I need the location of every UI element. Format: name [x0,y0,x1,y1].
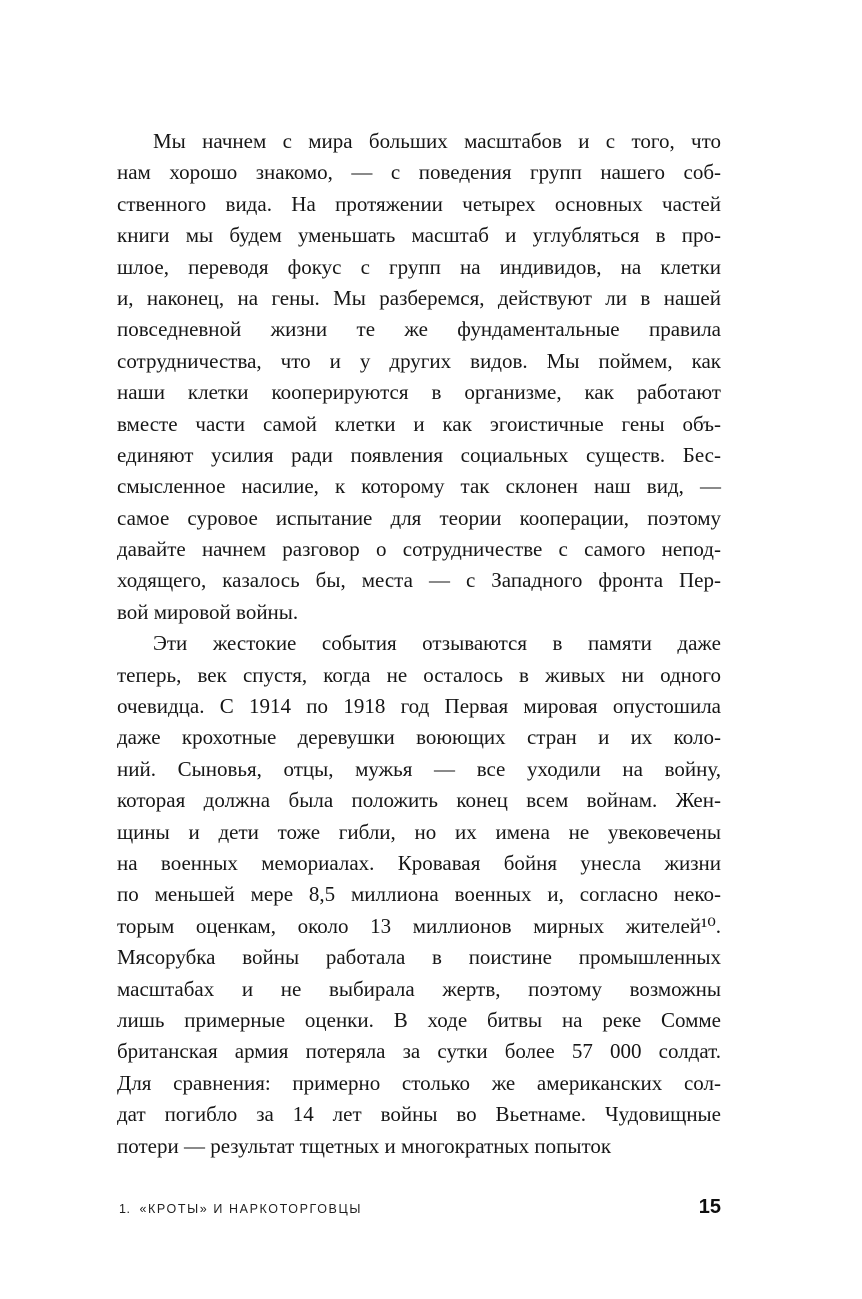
text-line: очевидца. С 1914 по 1918 год Первая мировая опустошила [117,694,721,719]
text-line: Для сравнения: примерно столько же американских сол- [117,1070,721,1095]
text-line: единяют усилия ради появления социальных существ. Бес- [117,442,721,467]
text-line: ходящего, казалось бы, места — с Западного фронта Пер- [117,568,721,593]
text-line: ственного вида. На протяжении четырех основных частей [117,191,721,216]
text-line: дат погибло за 14 лет войны во Вьетнаме. Чудовищные [117,1102,721,1127]
text-line: британская армия потеряла за сутки более 57 000 солдат. [117,1039,721,1064]
text-line: Мы начнем с мира больших масштабов и с того, что [153,129,721,153]
text-line: торым оценкам, около 13 миллионов мирных жителей¹⁰. [117,913,721,938]
chapter-number: 1. [119,1202,131,1216]
text-line: лишь примерные оценки. В ходе битвы на реке Сомме [117,1007,721,1032]
page-number: 15 [698,1196,721,1218]
chapter-title: «КРОТЫ» И НАРКОТОРГОВЦЫ [139,1202,362,1216]
paragraph [117,628,721,1162]
text-line: Эти жестокие события отзываются в памяти даже [153,631,721,656]
text-line: самое суровое испытание для теории кооперации, поэтому [117,505,721,530]
text-line: сотрудничества, что и у других видов. Мы поймем, как [117,348,721,373]
text-line: смысленное насилие, к которому так склонен наш вид, — [117,474,721,499]
text-line: вой мировой войны. [117,599,299,624]
text-line: книги мы будем уменьшать масштаб и углубляться в про- [117,223,721,248]
text-line: шлое, переводя фокус с групп на индивидов, на клетки [117,254,721,279]
text-line: давайте начнем разговор о сотрудничестве с самого непод- [117,537,721,562]
text-line: по меньшей мере 8,5 миллиона военных и, согласно неко- [117,882,721,907]
text-line: потери — результат тщетных и многократных попыток [117,1133,612,1158]
text-line: которая должна была положить конец всем войнам. Жен- [117,788,721,813]
paragraph [117,126,721,628]
text-line: вместе части самой клетки и как эгоистичные гены объ- [117,411,721,436]
text-line: и, наконец, на гены. Мы разберемся, действуют ли в нашей [117,285,721,310]
text-line: щины и дети тоже гибли, но их имена не увековечены [117,819,721,844]
text-line: нам хорошо знакомо, — с поведения групп нашего соб- [117,160,721,185]
text-line: теперь, век спустя, когда не осталось в живых ни одного [117,662,721,687]
text-line: Мясорубка войны работала в поистине промышленных [117,945,721,970]
page-footer [119,1196,721,1219]
text-line: даже крохотные деревушки воюющих стран и их коло- [117,725,721,750]
text-line: масштабах и не выбирала жертв, поэтому возможны [117,976,721,1001]
text-line: наши клетки кооперируются в организме, как работают [117,380,721,405]
text-block [117,126,721,1162]
text-line: на военных мемориалах. Кровавая бойня унесла жизни [117,850,721,875]
text-line: повседневной жизни те же фундаментальные правила [117,317,721,342]
running-head [119,1202,362,1216]
text-line: ний. Сыновья, отцы, мужья — все уходили на войну, [117,756,721,781]
